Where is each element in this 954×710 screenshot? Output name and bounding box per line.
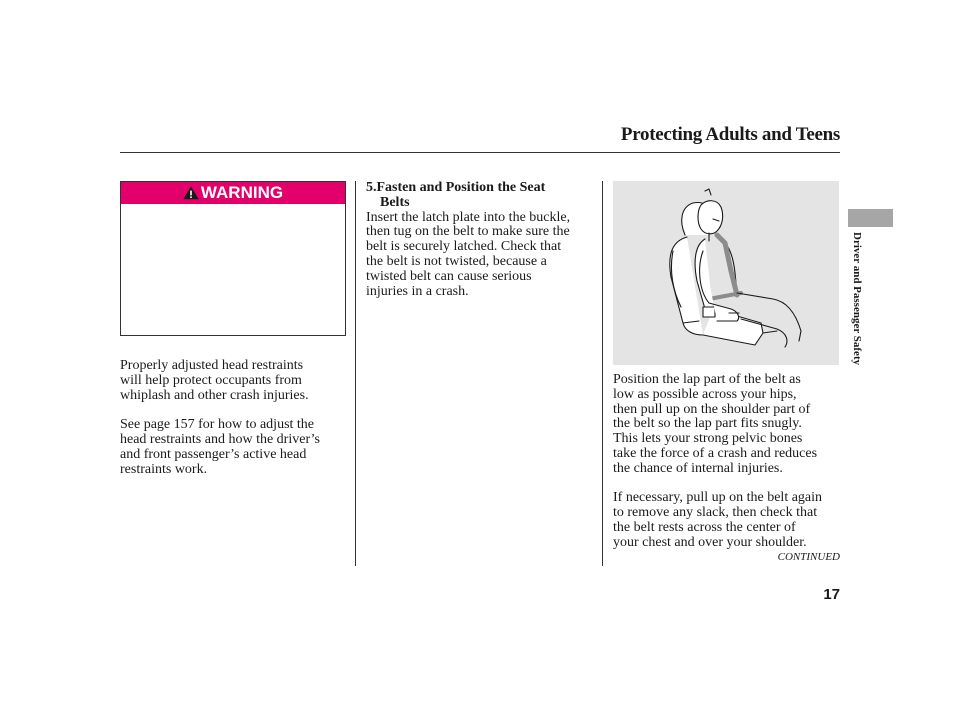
text-line: the belt is not twisted, because a xyxy=(366,253,547,269)
text-line: See page 157 for how to adjust the xyxy=(120,417,315,433)
text-line: the chance of internal injuries. xyxy=(613,460,783,476)
text-line: twisted belt can cause serious xyxy=(366,268,532,284)
page-number: 17 xyxy=(823,586,840,603)
text-line: Insert the latch plate into the buckle, xyxy=(366,209,571,225)
text-line: then pull up on the shoulder part of xyxy=(613,401,811,417)
header-rule xyxy=(120,152,840,153)
text-line: Position the lap part of the belt as xyxy=(613,372,801,387)
section-label: Driver and Passenger Safety xyxy=(851,232,863,366)
text-line: If necessary, pull up on the belt again xyxy=(613,490,823,506)
step-title-line: Belts xyxy=(380,194,410,210)
slack-paragraph xyxy=(613,491,843,550)
text-line: low as possible across your hips, xyxy=(613,386,797,402)
text-line: then tug on the belt to make sure the xyxy=(366,224,570,240)
column-divider-right xyxy=(602,181,603,566)
warning-label: WARNING xyxy=(200,183,284,202)
text-line: Properly adjusted head restraints xyxy=(120,358,304,373)
text-line: take the force of a crash and reduces xyxy=(613,445,818,461)
text-line: to remove any slack, then check that xyxy=(613,505,818,521)
text-line: the belt rests across the center of xyxy=(613,519,796,535)
left-column xyxy=(120,359,350,477)
step-title-line: Fasten and Position the Seat xyxy=(376,180,546,195)
step-body xyxy=(366,211,598,300)
text-line: whiplash and other crash injuries. xyxy=(120,387,309,403)
continued-note: CONTINUED xyxy=(777,551,840,563)
text-line: will help protect occupants from xyxy=(120,372,302,388)
right-column xyxy=(613,373,843,551)
column-divider-left xyxy=(355,181,356,566)
warning-triangle-icon xyxy=(183,186,199,200)
seat-belt-illustration xyxy=(613,181,839,365)
warning-box xyxy=(120,181,346,336)
text-line: belt is securely latched. Check that xyxy=(366,239,562,255)
text-line: the belt so the lap part fits snugly. xyxy=(613,416,802,432)
section-tab xyxy=(848,209,893,227)
text-line: injuries in a crash. xyxy=(366,283,469,299)
head-restraint-paragraph xyxy=(120,359,350,403)
middle-column xyxy=(366,181,598,299)
text-line: your chest and over your shoulder. xyxy=(613,534,807,550)
see-page-paragraph xyxy=(120,418,350,477)
text-line: and front passenger’s active head xyxy=(120,446,307,462)
text-line: restraints work. xyxy=(120,461,208,477)
warning-header xyxy=(121,182,345,204)
lap-belt-paragraph xyxy=(613,373,843,477)
seated-occupant-icon xyxy=(613,181,839,365)
text-line: head restraints and how the driver’s xyxy=(120,431,320,447)
text-line: This lets your strong pelvic bones xyxy=(613,431,803,447)
step-number: 5. xyxy=(366,180,377,195)
page-title: Protecting Adults and Teens xyxy=(620,124,840,145)
step-heading xyxy=(366,181,598,211)
